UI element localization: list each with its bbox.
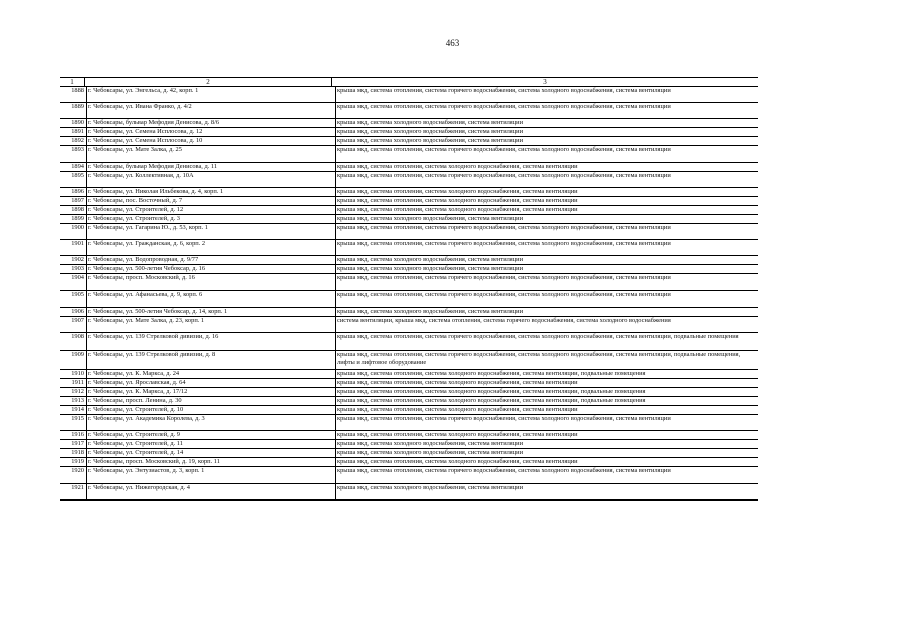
table-row xyxy=(60,240,758,256)
row-number-cell: 1894 xyxy=(71,163,84,170)
row-number-cell: 1921 xyxy=(71,484,84,491)
table-body xyxy=(60,87,758,500)
row-number-cell: 1888 xyxy=(71,87,84,94)
systems-cell: крыша мкд, система холодного водоснабжения, система вентиляции xyxy=(335,440,758,448)
address-cell: г. Чебоксары, ул. Академика Королева, д. 3 xyxy=(86,415,335,430)
address-cell: г. Чебоксары, ул. Коллективная, д. 10А xyxy=(86,172,335,187)
row-number-cell: 1904 xyxy=(71,274,84,281)
row-number-cell: 1917 xyxy=(71,440,84,447)
systems-cell: крыша мкд, система отопления, система горячего водоснабжения, система холодного водоснабжения, система вентиляции xyxy=(335,224,758,239)
table-row xyxy=(60,137,758,146)
address-cell: г. Чебоксары, ул. Строителей, д. 12 xyxy=(86,206,335,214)
row-number-cell: 1905 xyxy=(71,291,84,298)
row-number-cell: 1914 xyxy=(71,406,84,413)
table-row xyxy=(60,370,758,379)
row-number-cell: 1903 xyxy=(71,265,84,272)
row-number-cell: 1897 xyxy=(71,197,84,204)
table-row xyxy=(60,317,758,333)
table-row xyxy=(60,291,758,308)
table-row xyxy=(60,449,758,458)
row-number-cell: 1900 xyxy=(71,224,84,231)
address-cell: г. Чебоксары, ул. Семена Исплосова, д. 10 xyxy=(86,137,335,145)
table-row xyxy=(60,172,758,188)
table-row xyxy=(60,351,758,370)
address-cell: г. Чебоксары, ул. Энгельса, д. 42, корп. 1 xyxy=(86,87,335,102)
systems-cell: крыша мкд, система отопления, система горячего водоснабжения, система холодного водоснабжения, система вентиляции xyxy=(335,146,758,162)
address-cell: г. Чебоксары, ул. Николая Ильбекова, д. 4, корп. 1 xyxy=(86,188,335,196)
systems-cell: крыша мкд, система холодного водоснабжения, система вентиляции xyxy=(335,215,758,223)
address-cell: г. Чебоксары, ул. Строителей, д. 11 xyxy=(86,440,335,448)
page-number: 463 xyxy=(445,38,460,48)
address-cell: г. Чебоксары, ул. Энтузиастов, д. 3, корп. 1 xyxy=(86,467,335,483)
row-number-cell: 1911 xyxy=(71,379,84,386)
row-number-cell: 1893 xyxy=(71,146,84,153)
address-cell: г. Чебоксары, ул. Гражданская, д. 6, корп. 2 xyxy=(86,240,335,255)
column-header-number: 1 xyxy=(70,78,74,86)
table-row xyxy=(60,431,758,440)
address-cell: г. Чебоксары, ул. Строителей, д. 14 xyxy=(86,449,335,457)
row-number-cell: 1919 xyxy=(71,458,84,465)
row-number-cell: 1890 xyxy=(71,119,84,126)
table-row xyxy=(60,87,758,103)
systems-cell: крыша мкд, система отопления, система горячего водоснабжения, система холодного водоснабжения, система вентиляции xyxy=(335,415,758,430)
address-cell: г. Чебоксары, просп. Московский, д. 16 xyxy=(86,274,335,290)
document-table xyxy=(60,77,758,501)
row-number-cell: 1910 xyxy=(71,370,84,377)
table-row xyxy=(60,379,758,388)
table-row xyxy=(60,440,758,449)
systems-cell: крыша мкд, система холодного водоснабжения, система вентиляции xyxy=(335,128,758,136)
table-row xyxy=(60,458,758,467)
address-cell: г. Чебоксары, ул. Строителей, д. 9 xyxy=(86,431,335,439)
row-number-cell: 1913 xyxy=(71,397,84,404)
table-row xyxy=(60,415,758,431)
address-cell: г. Чебоксары, просп. Московский, д. 19, корп. 11 xyxy=(86,458,335,466)
systems-cell: крыша мкд, система отопления, система холодного водоснабжения, система вентиляции xyxy=(335,197,758,205)
address-cell: г. Чебоксары, бульвар Мефодия Денисова, д. 8/6 xyxy=(86,119,335,127)
systems-cell: крыша мкд, система отопления, система горячего водоснабжения, система холодного водоснабжения, система вентиляции xyxy=(335,172,758,187)
column-header-address: 2 xyxy=(84,78,331,86)
systems-cell: крыша мкд, система отопления, система холодного водоснабжения, система вентиляции xyxy=(335,206,758,214)
systems-cell: крыша мкд, система отопления, система холодного водоснабжения, система вентиляции, подвальные помещения xyxy=(335,397,758,405)
row-number-cell: 1898 xyxy=(71,206,84,213)
row-number-cell: 1901 xyxy=(71,240,84,247)
systems-cell: крыша мкд, система отопления, система горячего водоснабжения, система холодного водоснабжения, система вентиляции, подвальные помещения xyxy=(335,333,758,350)
systems-cell: крыша мкд, система отопления, система горячего водоснабжения, система холодного водоснабжения, система вентиляции xyxy=(335,274,758,290)
address-cell: г. Чебоксары, ул. Ивана Франко, д. 4/2 xyxy=(86,103,335,118)
systems-cell: крыша мкд, система отопления, система холодного водоснабжения, система вентиляции, подвальные помещения xyxy=(335,388,758,396)
systems-cell: крыша мкд, система отопления, система горячего водоснабжения, система холодного водоснабжения, система вентиляции xyxy=(335,467,758,483)
systems-cell: крыша мкд, система холодного водоснабжения, система вентиляции xyxy=(335,484,758,499)
systems-cell: крыша мкд, система отопления, система горячего водоснабжения, система холодного водоснабжения, система вентиляции xyxy=(335,240,758,255)
table-row xyxy=(60,388,758,397)
table-row xyxy=(60,224,758,240)
table-row xyxy=(60,308,758,317)
table-row xyxy=(60,333,758,351)
systems-cell: крыша мкд, система холодного водоснабжения, система вентиляции xyxy=(335,308,758,316)
row-number-cell: 1920 xyxy=(71,467,84,474)
column-header-systems: 3 xyxy=(331,78,758,86)
row-number-cell: 1899 xyxy=(71,215,84,222)
address-cell: г. Чебоксары, ул. Мате Залка, д. 25 xyxy=(86,146,335,162)
systems-cell: крыша мкд, система холодного водоснабжения, система вентиляции xyxy=(335,265,758,273)
table-row xyxy=(60,215,758,224)
address-cell: г. Чебоксары, ул. Нижегородская, д. 4 xyxy=(86,484,335,499)
systems-cell: система вентиляции, крыша мкд, система отопления, система горячего водоснабжения, система холодного водоснабжения xyxy=(335,317,758,332)
address-cell: г. Чебоксары, ул. 500-летия Чебоксар, д. 14, корп. 1 xyxy=(86,308,335,316)
row-number-cell: 1912 xyxy=(71,388,84,395)
systems-cell: крыша мкд, система отопления, система холодного водоснабжения, система вентиляции xyxy=(335,406,758,414)
row-number-cell: 1906 xyxy=(71,308,84,315)
address-cell: г. Чебоксары, ул. Семена Исплосова, д. 12 xyxy=(86,128,335,136)
row-number-cell: 1891 xyxy=(71,128,84,135)
row-number-cell: 1916 xyxy=(71,431,84,438)
row-number-cell: 1896 xyxy=(71,188,84,195)
address-cell: г. Чебоксары, ул. Строителей, д. 10 xyxy=(86,406,335,414)
address-cell: г. Чебоксары, ул. Строителей, д. 3 xyxy=(86,215,335,223)
systems-cell: крыша мкд, система отопления, система горячего водоснабжения, система холодного водоснабжения, система вентиляции xyxy=(335,103,758,118)
table-row xyxy=(60,197,758,206)
table-header xyxy=(60,78,758,87)
systems-cell: крыша мкд, система отопления, система холодного водоснабжения, система вентиляции xyxy=(335,379,758,387)
address-cell: г. Чебоксары, ул. 139 Стрелковой дивизии, д. 16 xyxy=(86,333,335,350)
table-row xyxy=(60,256,758,265)
systems-cell: крыша мкд, система отопления, система горячего водоснабжения, система холодного водоснабжения, система вентиляции xyxy=(335,87,758,102)
systems-cell: крыша мкд, система отопления, система холодного водоснабжения, система вентиляции xyxy=(335,431,758,439)
address-cell: г. Чебоксары, ул. К. Маркса, д. 24 xyxy=(86,370,335,378)
table-row xyxy=(60,406,758,415)
table-row xyxy=(60,188,758,197)
table-row xyxy=(60,119,758,128)
systems-cell: крыша мкд, система отопления, система горячего водоснабжения, система холодного водоснабжения, система вентиляции, подвальные помещения, лифты и лифтовое оборудование xyxy=(335,351,758,369)
address-cell: г. Чебоксары, ул. Гагарина Ю., д. 53, корп. 1 xyxy=(86,224,335,239)
address-cell: г. Чебоксары, ул. К. Маркса, д. 17/12 xyxy=(86,388,335,396)
systems-cell: крыша мкд, система отопления, система холодного водоснабжения, система вентиляции xyxy=(335,163,758,171)
address-cell: г. Чебоксары, ул. 500-летия Чебоксар, д. 16 xyxy=(86,265,335,273)
systems-cell: крыша мкд, система холодного водоснабжения, система вентиляции xyxy=(335,119,758,127)
systems-cell: крыша мкд, система холодного водоснабжения, система вентиляции xyxy=(335,256,758,264)
address-cell: г. Чебоксары, ул. Мате Залка, д. 23, корп. 1 xyxy=(86,317,335,332)
systems-cell: крыша мкд, система холодного водоснабжения, система вентиляции xyxy=(335,137,758,145)
row-number-cell: 1902 xyxy=(71,256,84,263)
address-cell: г. Чебоксары, ул. Водопроводная, д. 9/77 xyxy=(86,256,335,264)
systems-cell: крыша мкд, система отопления, система холодного водоснабжения, система вентиляции xyxy=(335,458,758,466)
systems-cell: крыша мкд, система отопления, система холодного водоснабжения, система вентиляции, подвальные помещения xyxy=(335,370,758,378)
row-number-cell: 1892 xyxy=(71,137,84,144)
table-row xyxy=(60,128,758,137)
address-cell: г. Чебоксары, ул. Ярославская, д. 64 xyxy=(86,379,335,387)
table-row xyxy=(60,163,758,172)
address-cell: г. Чебоксары, бульвар Мефодия Денисова, д. 11 xyxy=(86,163,335,171)
address-cell: г. Чебоксары, пос. Восточный, д. 7 xyxy=(86,197,335,205)
table-row xyxy=(60,103,758,119)
systems-cell: крыша мкд, система холодного водоснабжения, система вентиляции xyxy=(335,449,758,457)
table-row xyxy=(60,484,758,500)
table-row xyxy=(60,146,758,163)
table-row xyxy=(60,467,758,484)
row-number-cell: 1889 xyxy=(71,103,84,110)
row-number-cell: 1918 xyxy=(71,449,84,456)
address-cell: г. Чебоксары, просп. Ленина, д. 30 xyxy=(86,397,335,405)
row-number-cell: 1909 xyxy=(71,351,84,358)
row-number-cell: 1895 xyxy=(71,172,84,179)
table-row xyxy=(60,206,758,215)
systems-cell: крыша мкд, система отопления, система горячего водоснабжения, система холодного водоснабжения, система вентиляции xyxy=(335,291,758,307)
row-number-cell: 1907 xyxy=(71,317,84,324)
table-row xyxy=(60,265,758,274)
table-row xyxy=(60,274,758,291)
row-number-cell: 1915 xyxy=(71,415,84,422)
address-cell: г. Чебоксары, ул. 139 Стрелковой дивизии, д. 8 xyxy=(86,351,335,369)
systems-cell: крыша мкд, система отопления, система холодного водоснабжения, система вентиляции xyxy=(335,188,758,196)
row-number-cell: 1908 xyxy=(71,333,84,340)
address-cell: г. Чебоксары, ул. Афанасьева, д. 9, корп. 6 xyxy=(86,291,335,307)
table-row xyxy=(60,397,758,406)
